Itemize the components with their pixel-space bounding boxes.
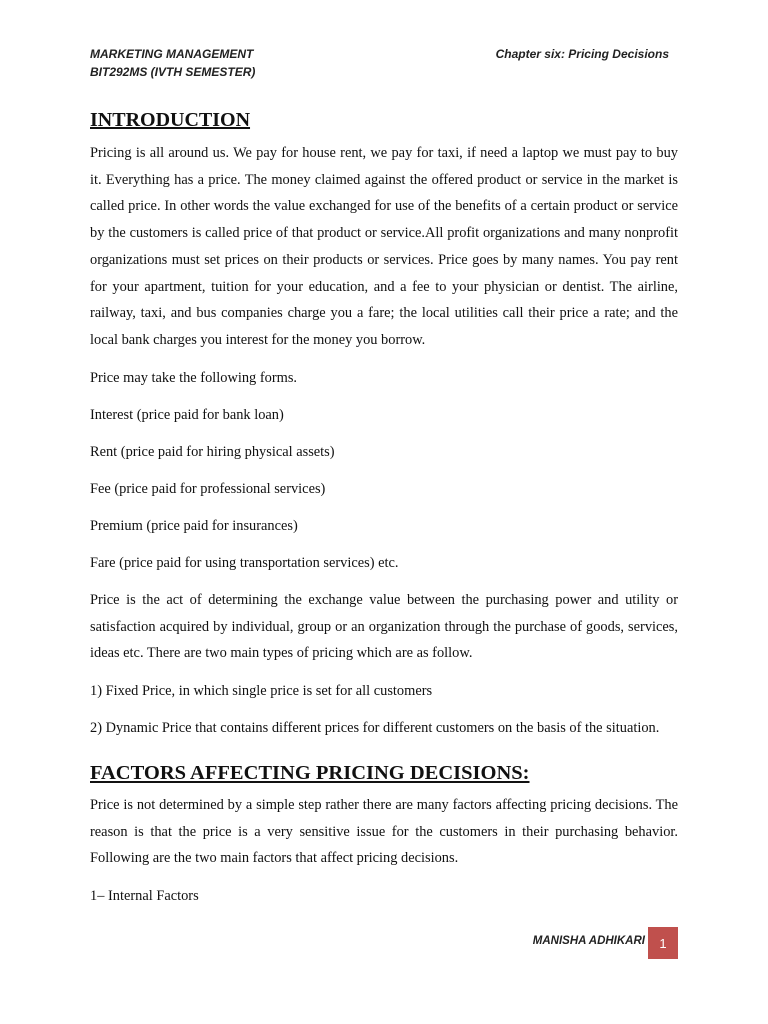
form-item-fare: Fare (price paid for using transportation services) etc. [90,555,399,571]
introduction-paragraph: Pricing is all around us. We pay for house rent, we pay for taxi, if need a laptop we must pay to buy it. Everything has a price. The money claimed against the offered product or service in the market is called price. In other words the value exchanged for use of the benefits of a certain product or service by the customers is called price of that product or service.All profit organizations and many nonprofit organizations must set prices on their products or services. Price goes by many names. You pay rent for your apartment, tuition for your education, and a fee to your physician or dentist. The airline, railway, taxi, and bus companies charge you a fare; the local utilities call their price a rate; and the local bank charges you interest for the money you borrow. [90,145,678,348]
header-course [90,45,255,81]
form-item-fee: Fee (price paid for professional services) [90,481,326,497]
form-item-premium: Premium (price paid for insurances) [90,518,298,534]
factor-item-internal: 1– Internal Factors [90,888,199,904]
form-item-rent: Rent (price paid for hiring physical assets) [90,444,335,460]
factors-paragraph: Price is not determined by a simple step rather there are many factors affecting pricing decisions. The reason is that the price is a very sensitive issue for the customers in their purchasing behavior. Following are the two main factors that affect pricing decisions. [90,797,678,867]
page-number-badge: 1 [648,927,678,959]
header-chapter: Chapter six: Pricing Decisions [495,47,669,61]
price-definition-paragraph: Price is the act of determining the exchange value between the purchasing power and utility or satisfaction acquired by individual, group or an organization through the purchase of goods, services, ideas etc. There are two main types of pricing which are as follow. [90,592,678,662]
pricing-type-dynamic: 2) Dynamic Price that contains different prices for different customers on the basis of the situation. [90,720,660,736]
header-course-title: MARKETING MANAGEMENT [90,47,254,61]
footer-author: MANISHA ADHIKARI [532,935,645,947]
form-item-interest: Interest (price paid for bank loan) [90,407,284,423]
header-course-code: BIT292MS (IVTH SEMESTER) [90,65,256,79]
pricing-type-fixed: 1) Fixed Price, in which single price is set for all customers [90,683,433,699]
introduction-heading: INTRODUCTION [90,109,251,131]
factors-heading: FACTORS AFFECTING PRICING DECISIONS: [90,762,530,784]
forms-intro: Price may take the following forms. [90,370,298,386]
